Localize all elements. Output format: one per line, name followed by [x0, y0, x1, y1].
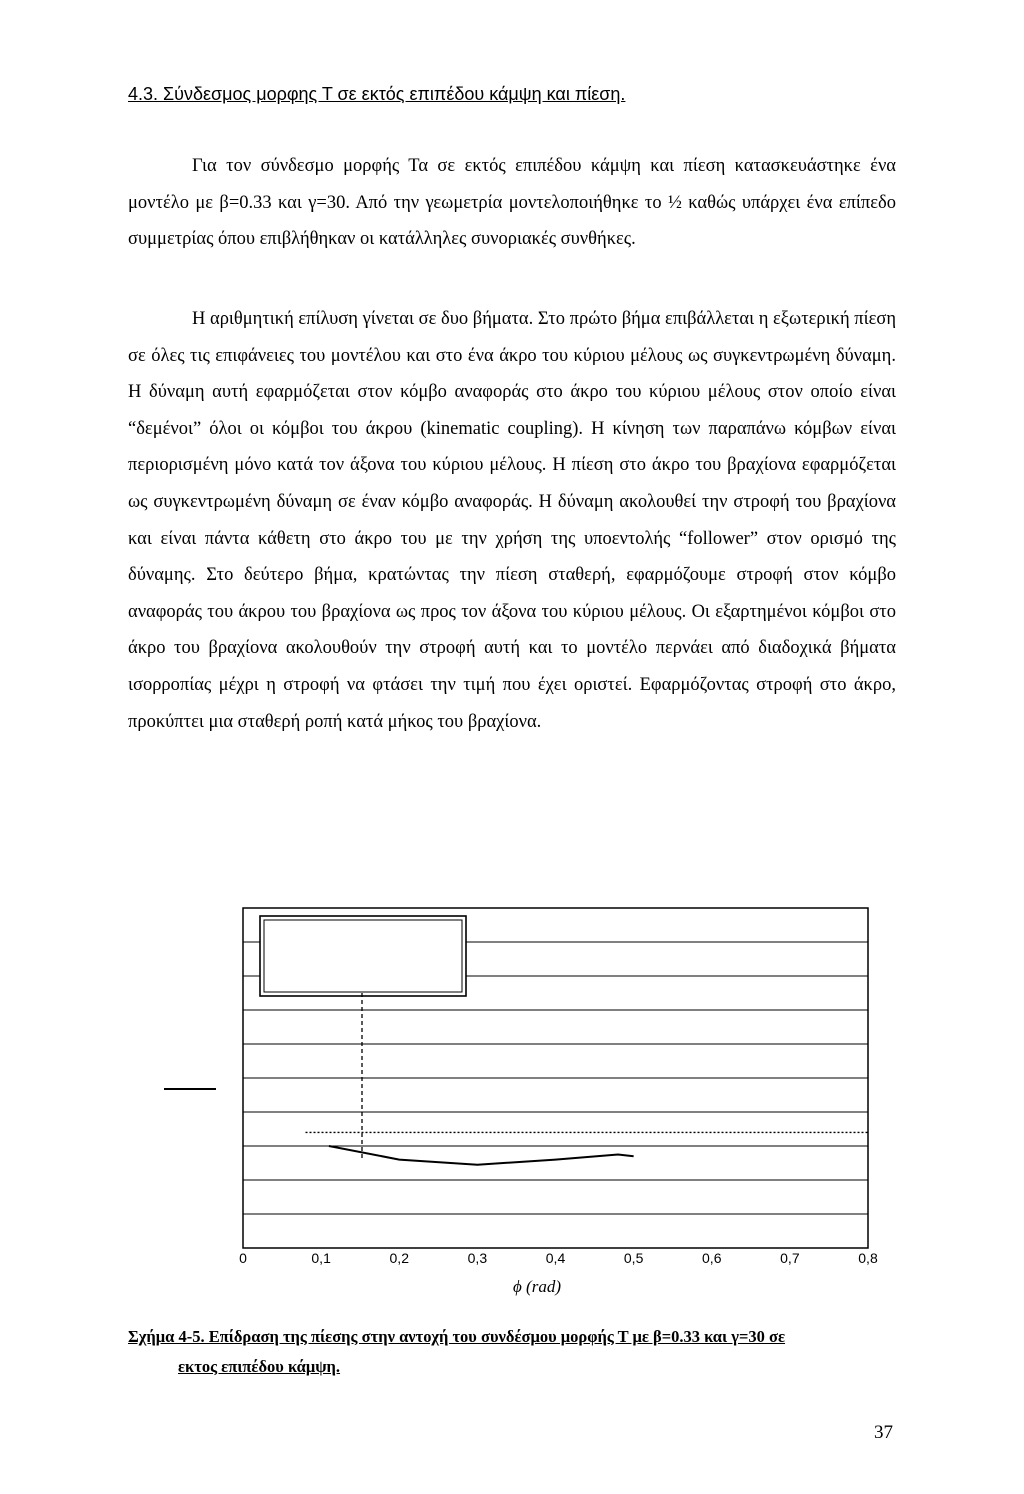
caption-line-2: εκτος επιπέδου κάμψη.: [178, 1357, 341, 1376]
x-tick-label: 0: [239, 1250, 247, 1266]
x-axis-label: ϕ (rad): [513, 1277, 561, 1296]
x-tick-label: 0,7: [780, 1250, 800, 1266]
page-number: 37: [874, 1422, 893, 1443]
x-tick-label: 0,6: [702, 1250, 722, 1266]
legend-box: [260, 916, 466, 996]
paragraph-2: Η αριθμητική επίλυση γίνεται σε δυο βήματα. Στο πρώτο βήμα επιβάλλεται η εξωτερική πίεση σε όλες τις επιφάνειες του μοντέλου και στο ένα άκρο του κύριου μέλους ως συγκεντρωμένη δύναμη. Η δύναμη αυτή εφαρμόζεται στον κόμβο αναφοράς στο άκρο του κύριου μέλους στον οποίο είναι “δεμένοι” όλοι οι κόμβοι του άκρου (kinematic coupling). Η κίνηση των παραπάνω κόμβων είναι περιορισμένη μόνο κατά τον άξονα του κύριου μέλους. Η πίεση στο άκρο του βραχίονα εφαρμόζεται ως συγκεντρωμένη δύναμη σε έναν κόμβο αναφοράς. Η δύναμη ακολουθεί την στροφή του βραχίονα και είναι πάντα κάθετη στο άκρο του με την χρήση της υποεντολής “follower” στον ορισμό της δύναμης. Στο δεύτερο βήμα, κρατώντας την πίεση σταθερή, εφαρμόζουμε στροφή στον κόμβο αναφοράς του άκρου του βραχίονα ως προς τον άξονα του κύριου μέλους. Οι εξαρτημένοι κόμβοι στο άκρο του βραχίονα ακολουθούν την στροφή αυτή και το μοντέλο περνάει από διαδοχικά βήματα ισορροπίας μέχρι η στροφή να φτάσει την τιμή που έχει οριστεί. Εφαρμόζοντας στροφή στο άκρο, προκύπτει μια σταθερή ροπή κατά μήκος του βραχίονα.: [128, 309, 896, 732]
x-tick-label: 0,2: [389, 1250, 409, 1266]
caption-line-1: Σχήμα 4-5. Επίδραση της πίεσης στην αντοχή του συνδέσμου μορφής Τ με β=0.33 και γ=30 σε: [128, 1327, 786, 1346]
x-tick-label: 0,3: [467, 1250, 488, 1266]
x-tick-label: 0,8: [858, 1250, 878, 1266]
x-tick-label: 0,1: [311, 1250, 331, 1266]
figure-caption: [128, 1322, 896, 1382]
paragraph-1: Για τον σύνδεσμο μορφής Τα σε εκτός επιπέδου κάμψη και πίεση κατασκευάστηκε ένα μοντέλο με β=0.33 και γ=30. Από την γεωμετρία μοντελοποιήθηκε το ½ καθώς υπάρχει ένα επίπεδο συμμετρίας όπου επιβλήθηκαν οι κατάλληλες συνοριακές συνθήκες.: [128, 156, 896, 250]
section-heading: 4.3. Σύνδεσμος μορφης Τ σε εκτός επιπέδου κάμψη και πίεση.: [128, 84, 626, 104]
x-tick-label: 0,5: [623, 1250, 644, 1266]
pressure-effect-chart: [160, 905, 890, 1305]
x-tick-label: 0,4: [545, 1250, 566, 1266]
